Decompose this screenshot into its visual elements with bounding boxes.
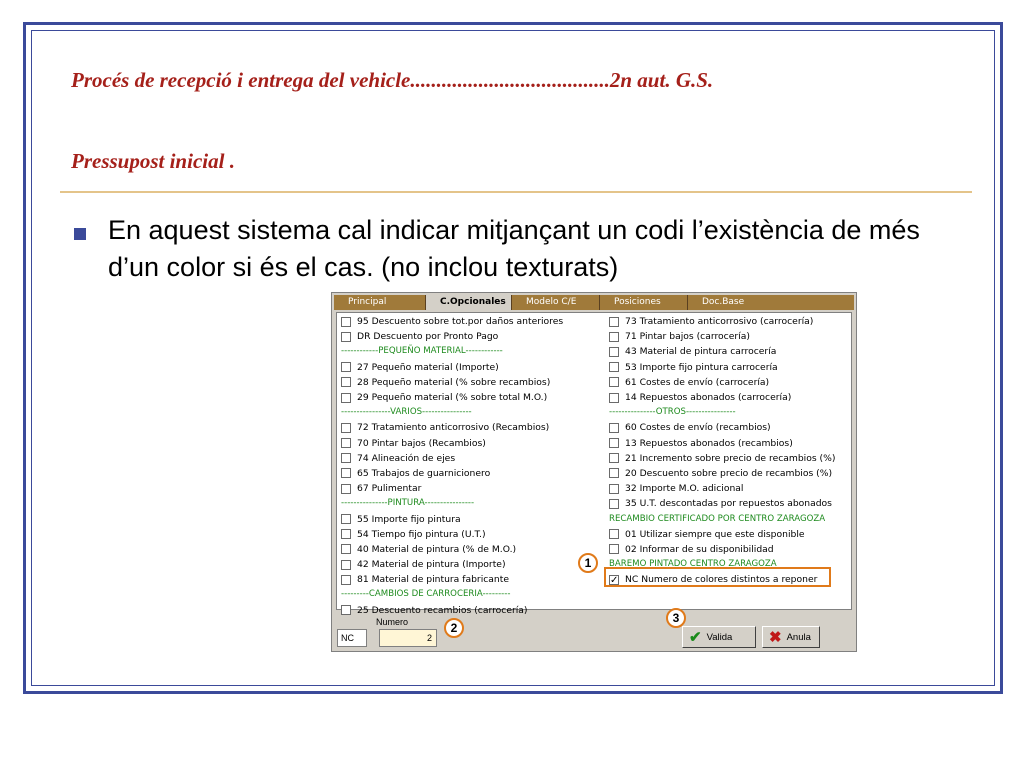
option-label: 27 Pequeño material (Importe) — [357, 361, 499, 373]
checkbox[interactable] — [609, 317, 619, 327]
option-label: 13 Repuestos abonados (recambios) — [625, 437, 793, 449]
tab-posiciones[interactable]: Posiciones — [600, 295, 688, 310]
checkbox[interactable] — [341, 377, 351, 387]
section-separator — [609, 405, 835, 420]
valida-label: Valida — [706, 631, 733, 643]
option-label: 72 Tratamiento anticorrosivo (Recambios) — [357, 422, 550, 434]
title-divider — [60, 191, 972, 193]
section-separator — [341, 496, 563, 511]
option-item[interactable] — [609, 375, 835, 390]
option-item[interactable] — [609, 390, 835, 405]
checkbox[interactable] — [341, 317, 351, 327]
option-label: 70 Pintar bajos (Recambios) — [357, 437, 486, 449]
checkbox[interactable] — [341, 529, 351, 539]
section-separator — [341, 405, 563, 420]
option-item[interactable] — [341, 436, 563, 451]
tab-opcionales[interactable]: C.Opcionales — [426, 295, 512, 310]
checkbox[interactable] — [609, 453, 619, 463]
checkbox[interactable] — [609, 499, 619, 509]
left-options-column — [341, 314, 563, 618]
checkbox[interactable] — [341, 468, 351, 478]
option-label: 01 Utilizar siempre que este disponible — [625, 528, 805, 540]
option-label: 28 Pequeño material (% sobre recambios) — [357, 376, 551, 388]
option-item[interactable] — [609, 436, 835, 451]
option-label: 55 Importe fijo pintura — [357, 513, 461, 525]
option-label: 35 U.T. descontadas por repuestos abonados — [625, 498, 832, 510]
checkbox[interactable] — [609, 362, 619, 372]
option-item[interactable] — [341, 360, 563, 375]
bullet-text: En aquest sistema cal indicar mitjançant un codi l’existència de més d’un color si és el cas. (no inclou texturats) — [108, 215, 920, 282]
option-label: 20 Descuento sobre precio de recambios (%) — [625, 467, 833, 479]
option-label: 21 Incremento sobre precio de recambios (%) — [625, 452, 836, 464]
checkbox[interactable] — [341, 605, 351, 615]
option-item[interactable] — [341, 314, 563, 329]
checkbox[interactable] — [341, 560, 351, 570]
option-label: 32 Importe M.O. adicional — [625, 483, 744, 495]
option-label: 65 Trabajos de guarnicionero — [357, 467, 491, 479]
checkbox[interactable] — [341, 393, 351, 403]
option-label: 14 Repuestos abonados (carrocería) — [625, 392, 792, 404]
checkbox[interactable] — [341, 575, 351, 585]
option-item[interactable] — [341, 420, 563, 435]
option-item[interactable] — [341, 527, 563, 542]
slide-title: Procés de recepció i entrega del vehicle......................................2n aut. G.S. — [71, 68, 714, 92]
option-label: 74 Alineación de ejes — [357, 452, 456, 464]
callout-2: 2 — [444, 618, 464, 638]
option-item[interactable] — [341, 451, 563, 466]
right-options-column — [609, 314, 835, 587]
callout-1: 1 — [578, 553, 598, 573]
checkbox[interactable] — [609, 332, 619, 342]
separator-label: ---------------OTROS---------------- — [609, 407, 736, 418]
option-item[interactable] — [609, 481, 835, 496]
option-item[interactable] — [609, 466, 835, 481]
checkbox[interactable] — [609, 544, 619, 554]
options-dialog — [331, 292, 857, 652]
option-item[interactable] — [341, 542, 563, 557]
checkbox[interactable] — [341, 332, 351, 342]
checkbox[interactable] — [609, 468, 619, 478]
option-item[interactable] — [609, 496, 835, 511]
option-label: DR Descuento por Pronto Pago — [357, 331, 499, 343]
highlight-box — [604, 567, 831, 587]
separator-label: ---------CAMBIOS DE CARROCERIA--------- — [341, 589, 511, 600]
checkbox[interactable] — [341, 453, 351, 463]
option-label: 67 Pulimentar — [357, 483, 422, 495]
separator-label: ------------PEQUEÑO MATERIAL------------ — [341, 346, 503, 357]
option-item[interactable] — [341, 603, 563, 618]
option-label: 43 Material de pintura carrocería — [625, 346, 777, 358]
checkbox[interactable] — [609, 377, 619, 387]
option-item[interactable] — [609, 527, 835, 542]
option-label: 53 Importe fijo pintura carrocería — [625, 361, 778, 373]
option-label: 61 Costes de envío (carrocería) — [625, 376, 770, 388]
option-label: 29 Pequeño material (% sobre total M.O.) — [357, 392, 548, 404]
checkbox[interactable] — [341, 438, 351, 448]
option-label: 42 Material de pintura (Importe) — [357, 559, 506, 571]
option-label: NC Numero de colores distintos a reponer — [625, 574, 818, 586]
bullet-square-icon — [74, 228, 86, 240]
checkbox[interactable] — [341, 423, 351, 433]
option-item[interactable] — [609, 329, 835, 344]
section-separator — [341, 344, 563, 359]
option-item[interactable] — [609, 451, 835, 466]
option-item[interactable] — [341, 557, 563, 572]
tab-modelo[interactable]: Modelo C/E — [512, 295, 600, 310]
option-item[interactable] — [341, 375, 563, 390]
option-item[interactable] — [609, 542, 835, 557]
valida-button[interactable] — [682, 626, 756, 648]
tab-doc-base[interactable]: Doc.Base — [702, 297, 745, 307]
option-label: 71 Pintar bajos (carrocería) — [625, 331, 750, 343]
code-field[interactable]: NC — [337, 629, 367, 647]
callout-3: 3 — [666, 608, 686, 628]
option-label: 54 Tiempo fijo pintura (U.T.) — [357, 528, 486, 540]
anula-button[interactable] — [762, 626, 820, 648]
numero-field[interactable]: 2 — [379, 629, 437, 647]
option-item[interactable] — [341, 466, 563, 481]
tab-bar — [334, 295, 854, 310]
option-label: 60 Costes de envío (recambios) — [625, 422, 771, 434]
checkbox[interactable] — [609, 347, 619, 357]
option-label: 02 Informar de su disponibilidad — [625, 543, 774, 555]
option-item[interactable] — [609, 314, 835, 329]
option-item[interactable] — [609, 420, 835, 435]
option-label: 95 Descuento sobre tot.por daños anteriores — [357, 316, 564, 328]
check-icon: ✔ — [689, 629, 702, 646]
checkbox[interactable] — [341, 362, 351, 372]
option-item[interactable] — [609, 344, 835, 359]
checkbox[interactable] — [341, 544, 351, 554]
checkbox[interactable] — [609, 438, 619, 448]
tab-principal[interactable]: Principal — [334, 295, 426, 310]
checkbox[interactable] — [609, 423, 619, 433]
cross-icon: ✖ — [769, 629, 782, 646]
checkbox[interactable] — [609, 529, 619, 539]
option-item[interactable] — [609, 360, 835, 375]
option-item[interactable] — [341, 329, 563, 344]
slide-subtitle: Pressupost inicial . — [71, 149, 235, 173]
option-label: 25 Descuento recambios (carrocería) — [357, 604, 528, 616]
checkbox[interactable] — [609, 484, 619, 494]
separator-label: RECAMBIO CERTIFICADO POR CENTRO ZARAGOZA — [609, 513, 826, 524]
checkbox[interactable] — [341, 514, 351, 524]
option-item[interactable] — [341, 511, 563, 526]
numero-label: Numero — [376, 617, 409, 627]
separator-label: BAREMO PINTADO CENTRO ZARAGOZA — [609, 559, 777, 570]
anula-label: Anula — [786, 631, 811, 643]
section-separator — [609, 511, 835, 526]
section-separator — [341, 587, 563, 602]
separator-label: ----------------VARIOS---------------- — [341, 407, 472, 418]
option-label: 73 Tratamiento anticorrosivo (carrocería) — [625, 316, 814, 328]
checkbox[interactable] — [341, 484, 351, 494]
option-item[interactable] — [341, 572, 563, 587]
separator-label: ---------------PINTURA---------------- — [341, 498, 475, 509]
option-item[interactable] — [341, 481, 563, 496]
checkbox[interactable] — [609, 393, 619, 403]
option-label: 40 Material de pintura (% de M.O.) — [357, 543, 517, 555]
option-label: 81 Material de pintura fabricante — [357, 574, 510, 586]
option-item[interactable] — [341, 390, 563, 405]
